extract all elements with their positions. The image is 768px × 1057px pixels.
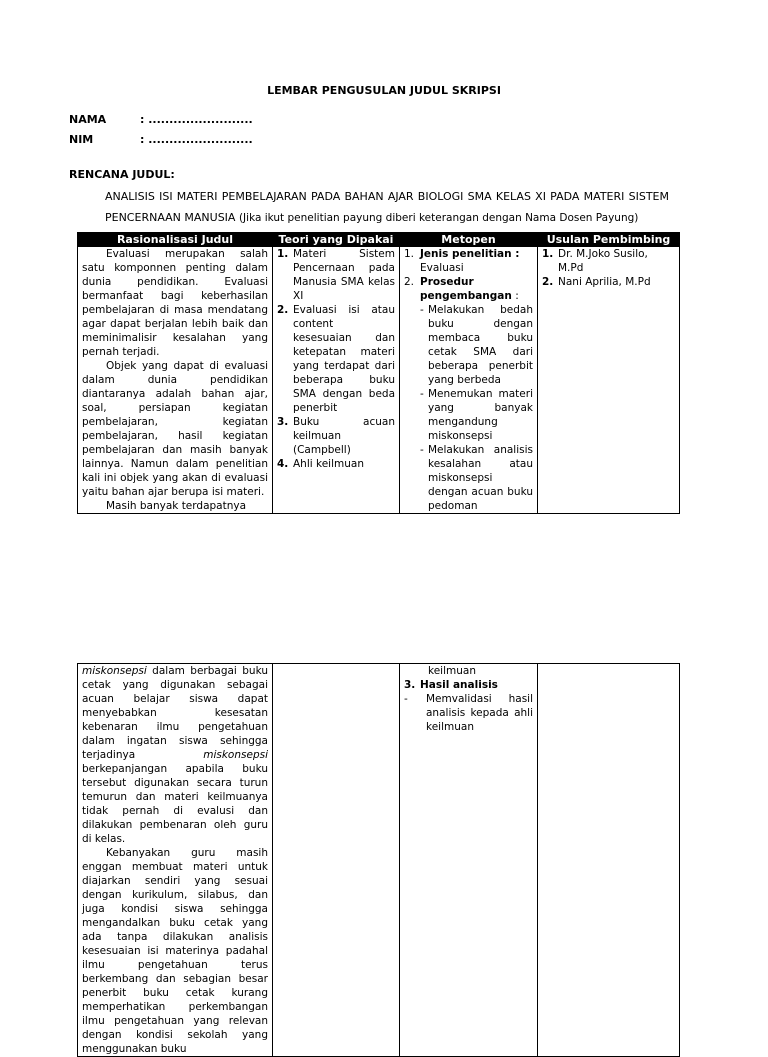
teori-item: [277, 415, 395, 457]
metopen-subitem: - Melakukan analisis kesalahan atau miskonsepsi dengan acuan buku pedoman: [420, 443, 533, 513]
teori-num: 4.: [277, 458, 289, 470]
nama-label: NAMA: [69, 113, 107, 126]
metopen-num: 2.: [404, 276, 415, 288]
judul-title: ANALISIS ISI MATERI PEMBELAJARAN PADA BAHAN AJAR BIOLOGI SMA KELAS XI PADA MATERI SISTEM PENCERNAAN MANUSIA: [105, 190, 669, 224]
teori-num: 2.: [277, 304, 289, 316]
rasionalisasi-cell-cont: [78, 664, 273, 1057]
metopen-item: [404, 678, 533, 692]
metopen-label: Hasil analisis: [420, 679, 498, 691]
metopen-subitem: - Menemukan materi yang banyak mengandung miskonsepsi: [420, 387, 533, 443]
pembimbing-name: Dr. M.Joko Susilo, M.Pd: [558, 248, 648, 274]
rasionalisasi-paragraph: Masih banyak terdapatnya: [106, 500, 247, 512]
miskonsepsi-term: miskonsepsi: [82, 665, 147, 677]
teori-cell-cont: [273, 664, 400, 1057]
pembimbing-cell-cont: [538, 664, 680, 1057]
teori-num: 3.: [277, 416, 289, 428]
metopen-label: Jenis penelitian :: [420, 248, 520, 260]
header-teori: Teori yang Dipakai: [273, 233, 400, 247]
teori-item: [277, 457, 395, 471]
rasionalisasi-text: berkepanjangan apabila buku tersebut digunakan secara turun temurun dan materi keilmuanya tidak pernah di evalusi dan dilakukan pembenaran oleh guru di kelas.: [82, 763, 268, 845]
header-metopen: Metopen: [400, 233, 538, 247]
rasionalisasi-text: dalam berbagai buku cetak yang digunakan sebagai acuan belajar siswa dapat menyebabkan kesesatan kebenaran ilmu pengetahuan dalam ingatan siswa sehingga terjadinya: [82, 665, 268, 761]
nim-label: NIM: [69, 133, 94, 146]
metopen-subitem: - Memvalidasi hasil analisis kepada ahli keilmuan: [404, 692, 533, 734]
pembimbing-name: Nani Aprilia, M.Pd: [558, 276, 651, 288]
judul-note: (Jika ikut penelitian payung diberi keterangan dengan Nama Dosen Payung): [238, 212, 639, 224]
metopen-num: 3.: [404, 679, 416, 691]
metopen-label: Prosedur pengembangan: [420, 276, 512, 302]
metopen-cell-cont: [400, 664, 538, 1057]
rasionalisasi-cell: [78, 247, 273, 514]
teori-cell: [273, 247, 400, 514]
rencana-judul-label: RENCANA JUDUL:: [69, 168, 175, 181]
pembimbing-item: [542, 247, 675, 275]
teori-num: 1.: [277, 248, 289, 260]
metopen-colon: :: [511, 290, 519, 302]
teori-text: Materi Sistem Pencernaan pada Manusia SMA kelas XI: [293, 248, 395, 302]
pembimbing-item: [542, 275, 675, 289]
teori-item: [277, 247, 395, 303]
judul-table-page2: [77, 663, 680, 1057]
teori-text: Ahli keilmuan: [293, 458, 364, 470]
metopen-subitem: - Melakukan bedah buku dengan membaca buku cetak SMA dari beberapa penerbit yang berbeda: [420, 303, 533, 387]
rasionalisasi-paragraph: Objek yang dapat di evaluasi dalam dunia pendidikan diantaranya adalah bahan ajar, soal, persiapan kegiatan pembelajaran, kegiatan pembelajaran, hasil kegiatan pembelajaran dan masih banyak lainnya. Namun dalam penelitian kali ini objek yang akan di evaluasi yaitu bahan ajar berupa isi materi.: [82, 360, 268, 498]
judul-text: [105, 186, 669, 229]
metopen-num: 1.: [404, 248, 415, 260]
header-pembimbing: Usulan Pembimbing: [538, 233, 680, 247]
pembimbing-cell: [538, 247, 680, 514]
nim-value: : .........................: [140, 133, 253, 146]
pembimbing-num: 1.: [542, 248, 554, 260]
teori-item: [277, 303, 395, 415]
teori-text: Buku acuan keilmuan (Campbell): [293, 416, 395, 456]
miskonsepsi-term: miskonsepsi: [203, 749, 268, 761]
nama-value: : .........................: [140, 113, 253, 126]
metopen-value: Evaluasi: [420, 262, 464, 274]
rasionalisasi-paragraph: [82, 664, 268, 846]
header-rasionalisasi: Rasionalisasi Judul: [78, 233, 273, 247]
metopen-cell: [400, 247, 538, 514]
teori-text: Evaluasi isi atau content kesesuaian dan ketepatan materi yang terdapat dari beberapa buku SMA dengan beda penerbit: [293, 304, 395, 414]
metopen-item: [404, 275, 533, 513]
rasionalisasi-paragraph: Kebanyakan guru masih enggan membuat materi untuk diajarkan sendiri yang sesuai dengan kurikulum, silabus, dan juga kondisi siswa sehingga mengandalkan buku cetak yang ada tanpa dilakukan analisis kesesuaian isi materinya padahal ilmu pengetahuan terus berkembang dan sebagian besar penerbit buku cetak kurang memperhatikan perkembangan ilmu pengetahuan yang relevan dengan kondisi sekolah yang menggunakan buku: [82, 847, 268, 1055]
judul-table-page1: [77, 232, 680, 514]
pembimbing-num: 2.: [542, 276, 554, 288]
page-title: LEMBAR PENGUSULAN JUDUL SKRIPSI: [267, 84, 501, 97]
metopen-item: [404, 247, 533, 275]
metopen-continuation: keilmuan: [428, 665, 476, 677]
rasionalisasi-paragraph: Evaluasi merupakan salah satu komponnen penting dalam dunia pendidikan. Evaluasi bermanfaat bagi keberhasilan pembelajaran di masa mendatang agar dapat berjalan lebih baik dan meminimalisir kesalahan yang pernah terjadi.: [82, 248, 268, 358]
